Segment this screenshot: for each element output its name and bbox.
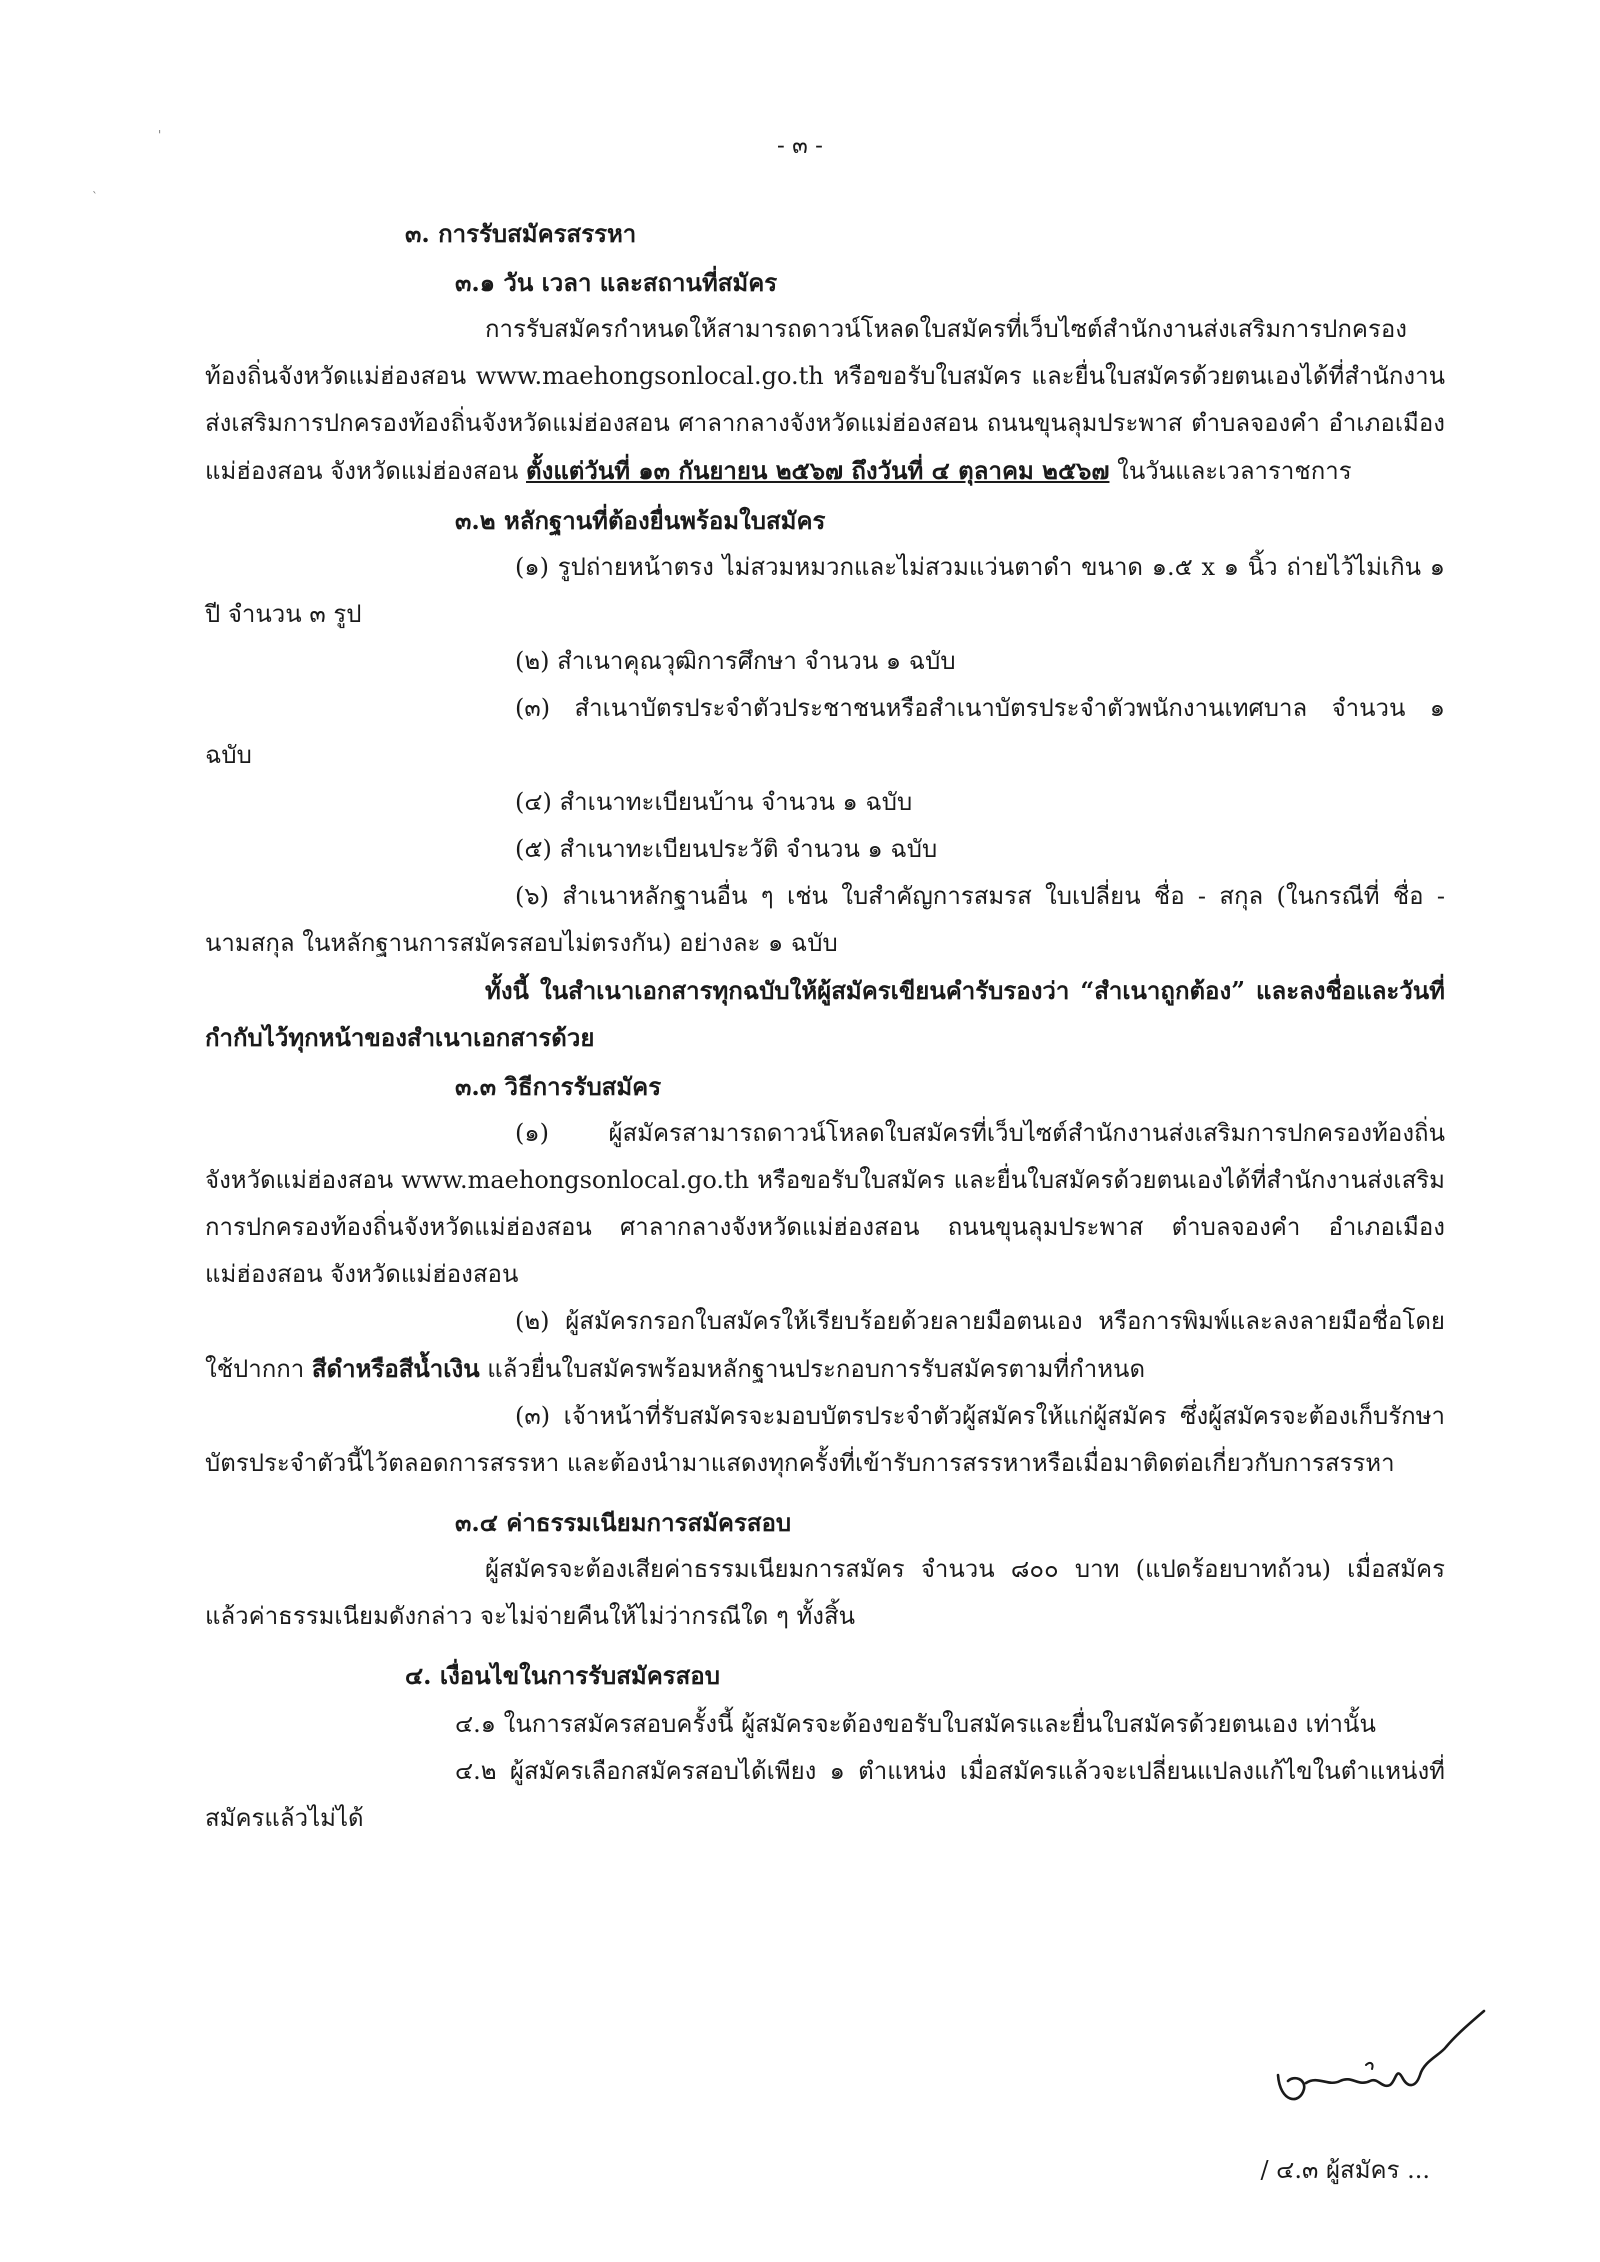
application-date-range: ตั้งแต่วันที่ ๑๓ กันยายน ๒๕๖๗ ถึงวันที่ ๔ ตุลาคม ๒๕๖๗ bbox=[526, 456, 1110, 485]
condition-item: ๔.๑ ในการสมัครสอบครั้งนี้ ผู้สมัครจะต้องขอรับใบสมัครและยื่นใบสมัครด้วยตนเอง เท่านั้น bbox=[455, 1710, 1376, 1738]
scan-artifact: ' bbox=[158, 128, 162, 142]
section-3-1-heading: ๓.๑ วัน เวลา และสถานที่สมัคร bbox=[455, 268, 778, 297]
continuation-note: / ๔.๓ ผู้สมัคร ... bbox=[1260, 2156, 1430, 2184]
section-3-3-heading: ๓.๓ วิธีการรับสมัคร bbox=[455, 1072, 662, 1101]
section-3-1-text: การรับสมัครกำหนดให้สามารถดาวน์โหลดใบสมัครที่เว็บไซต์สำนักงานส่งเสริมการปกครองท้องถิ่นจังหวัดแม่ฮ่องสอน www.maehongsonlocal.go.th หรือขอรับใบสมัคร และยื่นใบสมัครด้วยตนเองได้ที่สำนักงานส่งเสริมการปกครองท้องถิ่นจังหวัดแม่ฮ่องสอน ศาลากลางจังหวัดแม่ฮ่องสอน ถนนขุนลุมประพาส ตำบลจองคำ อำเภอเมืองแม่ฮ่องสอน จังหวัดแม่ฮ่องสอน bbox=[205, 315, 1445, 485]
method-item bbox=[205, 1298, 1445, 1393]
scan-artifact: ` bbox=[92, 190, 98, 204]
doc-item: (๕) สำเนาทะเบียนประวัติ จำนวน ๑ ฉบับ bbox=[515, 835, 938, 863]
section-3-1-text-end: ในวันและเวลาราชการ bbox=[1117, 457, 1352, 485]
section-4-heading: ๔. เงื่อนไขในการรับสมัครสอบ bbox=[405, 1661, 720, 1690]
fee-paragraph: ผู้สมัครจะต้องเสียค่าธรรมเนียมการสมัคร จำนวน ๘๐๐ บาท (แปดร้อยบาทถ้วน) เมื่อสมัครแล้วค่าธรรมเนียมดังกล่าว จะไม่จ่ายคืนให้ไม่ว่ากรณีใด ๆ ทั้งสิ้น bbox=[205, 1555, 1445, 1630]
condition-item: ๔.๒ ผู้สมัครเลือกสมัครสอบได้เพียง ๑ ตำแหน่ง เมื่อสมัครแล้วจะเปลี่ยนแปลงแก้ไขในตำแหน่งที่สมัครแล้วไม่ได้ bbox=[205, 1757, 1445, 1832]
page-number: - ๓ - bbox=[777, 133, 823, 159]
section-3-2-heading: ๓.๒ หลักฐานที่ต้องยื่นพร้อมใบสมัคร bbox=[455, 506, 826, 535]
doc-item: (๑) รูปถ่ายหน้าตรง ไม่สวมหมวกและไม่สวมแว่นตาดำ ขนาด ๑.๕ x ๑ นิ้ว ถ่ายไว้ไม่เกิน ๑ ปี จำนวน ๓ รูป bbox=[205, 553, 1445, 628]
method-item-2-text-end: แล้วยื่นใบสมัครพร้อมหลักฐานประกอบการรับสมัครตามที่กำหนด bbox=[487, 1355, 1146, 1383]
doc-item: (๖) สำเนาหลักฐานอื่น ๆ เช่น ใบสำคัญการสมรส ใบเปลี่ยน ชื่อ - สกุล (ในกรณีที่ ชื่อ - นามสกุล ในหลักฐานการสมัครสอบไม่ตรงกัน) อย่างละ ๑ ฉบับ bbox=[205, 882, 1445, 957]
method-item-2-text: (๒) ผู้สมัครกรอกใบสมัครให้เรียบร้อยด้วยลายมือตนเอง หรือการพิมพ์และลงลายมือชื่อโดยใช้ปากกา bbox=[205, 1307, 1445, 1383]
section-3-heading: ๓. การรับสมัครสรรหา bbox=[405, 219, 637, 248]
doc-item: (๒) สำเนาคุณวุฒิการศึกษา จำนวน ๑ ฉบับ bbox=[515, 647, 956, 675]
section-3-4-heading: ๓.๔ ค่าธรรมเนียมการสมัครสอบ bbox=[455, 1508, 792, 1537]
doc-item: (๓) สำเนาบัตรประจำตัวประชาชนหรือสำเนาบัตรประจำตัวพนักงานเทศบาล จำนวน ๑ ฉบับ bbox=[205, 694, 1445, 769]
doc-item: (๔) สำเนาทะเบียนบ้าน จำนวน ๑ ฉบับ bbox=[515, 788, 913, 816]
pen-color-requirement: สีดำหรือสีน้ำเงิน bbox=[311, 1354, 480, 1383]
signature-icon bbox=[1270, 2005, 1490, 2125]
method-item: (๑) ผู้สมัครสามารถดาวน์โหลดใบสมัครที่เว็บไซต์สำนักงานส่งเสริมการปกครองท้องถิ่นจังหวัดแม่ฮ่องสอน www.maehongsonlocal.go.th หรือขอรับใบสมัคร และยื่นใบสมัครด้วยตนเองได้ที่สำนักงานส่งเสริมการปกครองท้องถิ่นจังหวัดแม่ฮ่องสอน ศาลากลางจังหวัดแม่ฮ่องสอน ถนนขุนลุมประพาส ตำบลจองคำ อำเภอเมืองแม่ฮ่องสอน จังหวัดแม่ฮ่องสอน bbox=[205, 1119, 1445, 1288]
method-item: (๓) เจ้าหน้าที่รับสมัครจะมอบบัตรประจำตัวผู้สมัครให้แก่ผู้สมัคร ซึ่งผู้สมัครจะต้องเก็บรักษาบัตรประจำตัวนี้ไว้ตลอดการสรรหา และต้องนำมาแสดงทุกครั้งที่เข้ารับการสรรหาหรือเมื่อมาติดต่อเกี่ยวกับการสรรหา bbox=[205, 1402, 1445, 1477]
section-3-1-paragraph bbox=[205, 306, 1445, 495]
document-body bbox=[205, 210, 1445, 1842]
certification-note: ทั้งนี้ ในสำเนาเอกสารทุกฉบับให้ผู้สมัครเขียนคำรับรองว่า “สำเนาถูกต้อง” และลงชื่อและวันที่กำกับไว้ทุกหน้าของสำเนาเอกสารด้วย bbox=[205, 976, 1445, 1052]
